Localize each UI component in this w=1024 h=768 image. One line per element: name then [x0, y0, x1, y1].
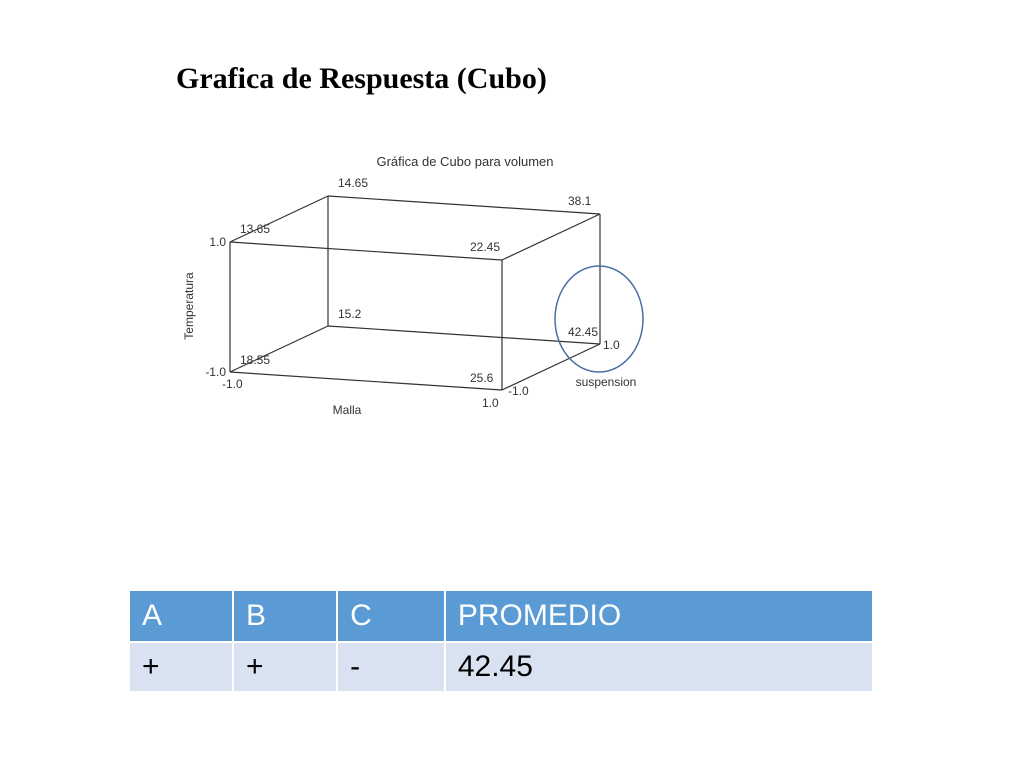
data-label: 22.45 — [470, 240, 501, 254]
cell-b: + — [233, 642, 337, 692]
x-tick-label: -1.0 — [222, 377, 243, 391]
cube-edge — [230, 242, 502, 260]
z-tick-label: -1.0 — [205, 365, 226, 379]
data-label: 14.65 — [338, 176, 369, 190]
cube-edges — [230, 196, 600, 390]
data-label: 18.55 — [240, 353, 271, 367]
z-tick-label: 1.0 — [209, 235, 226, 249]
data-label: 15.2 — [338, 307, 362, 321]
cube-edge — [502, 214, 600, 260]
data-label: 38.1 — [568, 194, 592, 208]
table-header-row — [129, 590, 873, 642]
header-a: A — [129, 590, 233, 642]
header-b: B — [233, 590, 337, 642]
table-row — [129, 642, 873, 692]
z-axis-label: Temperatura — [182, 272, 196, 340]
data-label: 42.45 — [568, 325, 599, 339]
cube-edge — [230, 372, 502, 390]
y-axis-label: suspension — [575, 375, 637, 389]
cell-promedio: 42.45 — [445, 642, 873, 692]
x-axis-label: Malla — [332, 403, 362, 417]
y-tick-label: 1.0 — [603, 338, 620, 352]
highlight-layer — [555, 266, 643, 372]
summary-table — [128, 589, 874, 693]
y-tick-label: -1.0 — [508, 384, 529, 398]
cell-a: + — [129, 642, 233, 692]
highlight-ellipse — [555, 266, 643, 372]
slide-title: Grafica de Respuesta (Cubo) — [176, 62, 547, 95]
header-promedio: PROMEDIO — [445, 590, 873, 642]
x-tick-label: 1.0 — [482, 396, 499, 410]
data-label: 25.6 — [470, 371, 494, 385]
chart-title: Gráfica de Cubo para volumen — [376, 154, 554, 169]
cube-edge — [328, 196, 600, 214]
cell-c: - — [337, 642, 445, 692]
data-label: 13.65 — [240, 222, 271, 236]
header-c: C — [337, 590, 445, 642]
